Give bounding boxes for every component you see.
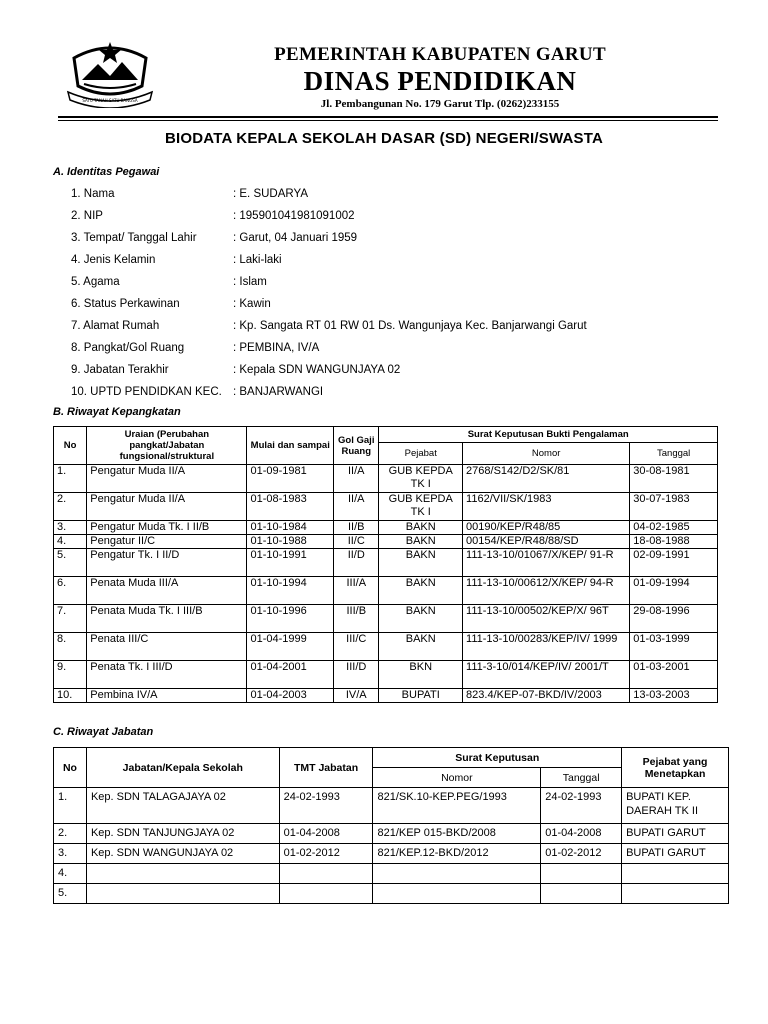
identity-label: 10. UPTD PENDIDKAN KEC. <box>71 386 222 398</box>
garut-emblem-logo <box>64 36 156 108</box>
identity-label: 2. NIP <box>71 210 103 222</box>
position-cell-tanggal <box>541 864 622 884</box>
rank-cell-mulai: 01-10-1988 <box>247 535 334 549</box>
col-header-uraian: Uraian (Perubahan pangkat/Jabatan fungsional/struktural <box>87 427 247 465</box>
rank-row <box>54 661 718 689</box>
identity-row <box>71 340 319 356</box>
rank-cell-tanggal: 01-03-1999 <box>630 633 718 661</box>
identity-label: 4. Jenis Kelamin <box>71 254 156 266</box>
position-cell-nomor: 821/KEP 015-BKD/2008 <box>373 824 541 844</box>
identity-value: : Kawin <box>233 298 271 310</box>
position-cell-no: 1. <box>54 788 87 824</box>
identity-label: 1. Nama <box>71 188 115 200</box>
rank-cell-uraian: Pengatur Tk. I II/D <box>87 549 247 577</box>
rank-cell-pejabat: GUB KEPDA TK I <box>379 465 463 493</box>
identity-value: : 195901041981091002 <box>233 210 355 222</box>
rank-cell-no: 10. <box>54 689 87 703</box>
position-cell-no: 2. <box>54 824 87 844</box>
rank-cell-nomor: 823.4/KEP-07-BKD/IV/2003 <box>463 689 630 703</box>
rank-cell-pejabat: BAKN <box>379 605 463 633</box>
identity-label: 6. Status Perkawinan <box>71 298 180 310</box>
rank-cell-mulai: 01-04-2001 <box>247 661 334 689</box>
identity-row <box>71 318 587 334</box>
identity-label: 8. Pangkat/Gol Ruang <box>71 342 185 354</box>
c-col-header-no: No <box>54 748 87 788</box>
position-cell-tanggal <box>541 884 622 904</box>
identity-row <box>71 186 308 202</box>
rank-cell-gol: IV/A <box>334 689 379 703</box>
rank-cell-uraian: Pengatur II/C <box>87 535 247 549</box>
identity-value: : Kepala SDN WANGUNJAYA 02 <box>233 364 401 376</box>
col-header-mulai: Mulai dan sampai <box>247 427 334 465</box>
rank-cell-pejabat: BAKN <box>379 535 463 549</box>
rank-cell-nomor: 00190/KEP/R48/85 <box>463 521 630 535</box>
rank-row <box>54 689 718 703</box>
rank-cell-gol: II/D <box>334 549 379 577</box>
identity-value: : Garut, 04 Januari 1959 <box>233 232 358 244</box>
rank-cell-gol: III/C <box>334 633 379 661</box>
header-agency: DINAS PENDIDIKAN <box>303 66 577 96</box>
rank-cell-tanggal: 30-07-1983 <box>630 493 718 521</box>
rank-cell-mulai: 01-10-1994 <box>247 577 334 605</box>
c-col-header-nomor: Nomor <box>373 768 541 788</box>
col-header-nomor: Nomor <box>463 443 630 465</box>
position-cell-pejabat: BUPATI GARUT <box>622 824 729 844</box>
rank-cell-gol: II/C <box>334 535 379 549</box>
position-cell-tmt: 24-02-1993 <box>279 788 373 824</box>
section-c-heading: C. Riwayat Jabatan <box>53 726 154 738</box>
header-government: PEMERINTAH KABUPATEN GARUT <box>274 44 606 65</box>
rank-cell-nomor: 111-13-10/00502/KEP/X/ 96T <box>463 605 630 633</box>
header-rule-thick <box>58 116 718 118</box>
position-row <box>54 844 729 864</box>
identity-row <box>71 208 355 224</box>
identity-value: : PEMBINA, IV/A <box>233 342 320 354</box>
header-rule-thin <box>58 120 718 121</box>
position-cell-tmt: 01-04-2008 <box>279 824 373 844</box>
rank-cell-no: 1. <box>54 465 87 493</box>
rank-cell-uraian: Penata Muda III/A <box>87 577 247 605</box>
rank-cell-nomor: 111-13-10/00283/KEP/IV/ 1999 <box>463 633 630 661</box>
c-col-header-tmt: TMT Jabatan <box>279 748 373 788</box>
c-col-header-tanggal: Tanggal <box>541 768 622 788</box>
rank-cell-no: 2. <box>54 493 87 521</box>
rank-cell-mulai: 01-04-1999 <box>247 633 334 661</box>
rank-row <box>54 577 718 605</box>
position-cell-tmt: 01-02-2012 <box>279 844 373 864</box>
rank-cell-mulai: 01-10-1996 <box>247 605 334 633</box>
rank-cell-gol: III/B <box>334 605 379 633</box>
position-cell-no: 3. <box>54 844 87 864</box>
rank-cell-nomor: 1162/VII/SK/1983 <box>463 493 630 521</box>
rank-cell-tanggal: 01-03-2001 <box>630 661 718 689</box>
col-header-tanggal: Tanggal <box>630 443 718 465</box>
rank-cell-gol: II/A <box>334 465 379 493</box>
rank-cell-uraian: Pembina IV/A <box>87 689 247 703</box>
position-cell-no: 5. <box>54 884 87 904</box>
identity-value: : Islam <box>233 276 267 288</box>
header-address: Jl. Pembangunan No. 179 Garut Tlp. (0262)233155 <box>320 98 560 110</box>
rank-cell-mulai: 01-10-1984 <box>247 521 334 535</box>
rank-row <box>54 605 718 633</box>
rank-cell-uraian: Pengatur Muda II/A <box>87 465 247 493</box>
rank-cell-mulai: 01-09-1981 <box>247 465 334 493</box>
c-col-header-surat: Surat Keputusan <box>373 748 622 768</box>
rank-cell-tanggal: 04-02-1985 <box>630 521 718 535</box>
rank-cell-no: 7. <box>54 605 87 633</box>
position-cell-jabatan: Kep. SDN WANGUNJAYA 02 <box>86 844 279 864</box>
identity-label: 7. Alamat Rumah <box>71 320 160 332</box>
identity-row <box>71 296 271 312</box>
identity-row <box>71 384 323 400</box>
position-cell-pejabat <box>622 884 729 904</box>
col-header-surat: Surat Keputusan Bukti Pengalaman <box>379 427 718 443</box>
rank-row <box>54 521 718 535</box>
rank-row <box>54 465 718 493</box>
rank-cell-no: 6. <box>54 577 87 605</box>
identity-value: : BANJARWANGI <box>233 386 324 398</box>
rank-history-table <box>53 426 718 703</box>
position-row <box>54 824 729 844</box>
col-header-no: No <box>54 427 87 465</box>
rank-cell-tanggal: 30-08-1981 <box>630 465 718 493</box>
identity-row <box>71 362 400 378</box>
identity-row <box>71 274 267 290</box>
rank-cell-pejabat: GUB KEPDA TK I <box>379 493 463 521</box>
rank-cell-mulai: 01-04-2003 <box>247 689 334 703</box>
identity-value: : Laki-laki <box>233 254 282 266</box>
identity-label: 5. Agama <box>71 276 120 288</box>
position-history-table <box>53 747 729 904</box>
rank-cell-gol: III/A <box>334 577 379 605</box>
rank-cell-pejabat: BUPATI <box>379 689 463 703</box>
position-cell-jabatan: Kep. SDN TALAGAJAYA 02 <box>86 788 279 824</box>
position-row <box>54 864 729 884</box>
logo-motto: SATU TANAH SATU BANGSA <box>82 98 138 103</box>
document-title: BIODATA KEPALA SEKOLAH DASAR (SD) NEGERI/SWASTA <box>164 130 603 147</box>
position-cell-nomor: 821/SK.10-KEP.PEG/1993 <box>373 788 541 824</box>
c-col-header-jabatan: Jabatan/Kepala Sekolah <box>86 748 279 788</box>
rank-cell-pejabat: BAKN <box>379 521 463 535</box>
position-cell-pejabat: BUPATI KEP. DAERAH TK II <box>622 788 729 824</box>
rank-cell-nomor: 2768/S142/D2/SK/81 <box>463 465 630 493</box>
rank-cell-pejabat: BKN <box>379 661 463 689</box>
rank-cell-pejabat: BAKN <box>379 549 463 577</box>
c-col-header-pejabat: Pejabat yang Menetapkan <box>622 748 729 788</box>
position-cell-pejabat: BUPATI GARUT <box>622 844 729 864</box>
rank-cell-nomor: 111-13-10/00612/X/KEP/ 94-R <box>463 577 630 605</box>
rank-cell-pejabat: BAKN <box>379 633 463 661</box>
rank-cell-mulai: 01-10-1991 <box>247 549 334 577</box>
rank-cell-pejabat: BAKN <box>379 577 463 605</box>
position-cell-no: 4. <box>54 864 87 884</box>
identity-label: 3. Tempat/ Tanggal Lahir <box>71 232 197 244</box>
rank-cell-gol: II/A <box>334 493 379 521</box>
position-cell-tanggal: 01-04-2008 <box>541 824 622 844</box>
identity-row <box>71 230 357 246</box>
identity-value: : E. SUDARYA <box>233 188 308 200</box>
rank-cell-mulai: 01-08-1983 <box>247 493 334 521</box>
rank-cell-tanggal: 13-03-2003 <box>630 689 718 703</box>
position-cell-nomor <box>373 864 541 884</box>
rank-cell-uraian: Penata Muda Tk. I III/B <box>87 605 247 633</box>
col-header-gol: Gol Gaji Ruang <box>334 427 379 465</box>
position-cell-tanggal: 01-02-2012 <box>541 844 622 864</box>
rank-row <box>54 535 718 549</box>
rank-row <box>54 549 718 577</box>
rank-cell-nomor: 00154/KEP/R48/88/SD <box>463 535 630 549</box>
position-row <box>54 884 729 904</box>
rank-cell-nomor: 111-13-10/01067/X/KEP/ 91-R <box>463 549 630 577</box>
rank-cell-uraian: Penata III/C <box>87 633 247 661</box>
rank-cell-no: 9. <box>54 661 87 689</box>
rank-cell-gol: III/D <box>334 661 379 689</box>
identity-value: : Kp. Sangata RT 01 RW 01 Ds. Wangunjaya Kec. Banjarwangi Garut <box>233 320 587 332</box>
identity-row <box>71 252 282 268</box>
col-header-pejabat: Pejabat <box>379 443 463 465</box>
rank-cell-tanggal: 29-08-1996 <box>630 605 718 633</box>
position-row <box>54 788 729 824</box>
rank-cell-gol: II/B <box>334 521 379 535</box>
position-cell-tanggal: 24-02-1993 <box>541 788 622 824</box>
rank-cell-no: 3. <box>54 521 87 535</box>
rank-cell-uraian: Pengatur Muda Tk. I II/B <box>87 521 247 535</box>
position-cell-tmt <box>279 864 373 884</box>
position-cell-tmt <box>279 884 373 904</box>
position-cell-pejabat <box>622 864 729 884</box>
rank-row <box>54 493 718 521</box>
position-cell-nomor: 821/KEP.12-BKD/2012 <box>373 844 541 864</box>
rank-cell-no: 8. <box>54 633 87 661</box>
rank-cell-uraian: Pengatur Muda II/A <box>87 493 247 521</box>
rank-cell-no: 4. <box>54 535 87 549</box>
rank-cell-tanggal: 18-08-1988 <box>630 535 718 549</box>
position-cell-jabatan <box>86 884 279 904</box>
section-b-heading: B. Riwayat Kepangkatan <box>53 406 181 418</box>
position-cell-jabatan <box>86 864 279 884</box>
identity-label: 9. Jabatan Terakhir <box>71 364 169 376</box>
rank-row <box>54 633 718 661</box>
rank-cell-nomor: 111-3-10/014/KEP/IV/ 2001/T <box>463 661 630 689</box>
rank-cell-tanggal: 02-09-1991 <box>630 549 718 577</box>
position-cell-jabatan: Kep. SDN TANJUNGJAYA 02 <box>86 824 279 844</box>
rank-cell-tanggal: 01-09-1994 <box>630 577 718 605</box>
rank-cell-no: 5. <box>54 549 87 577</box>
position-cell-nomor <box>373 884 541 904</box>
section-a-heading: A. Identitas Pegawai <box>53 166 160 178</box>
rank-cell-uraian: Penata Tk. I III/D <box>87 661 247 689</box>
